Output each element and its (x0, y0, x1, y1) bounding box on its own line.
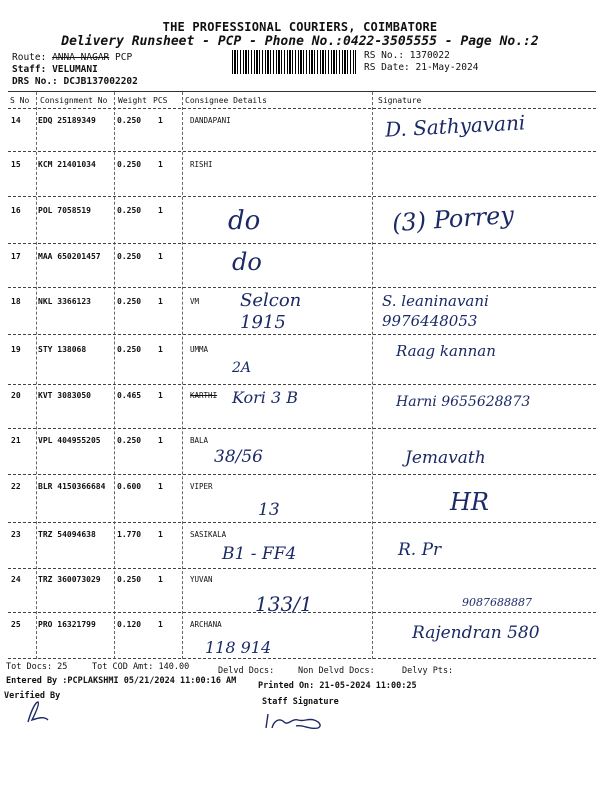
row-weight: 0.250 (117, 575, 142, 584)
row-signature: R. Pr (398, 540, 442, 560)
row-weight: 0.250 (117, 116, 142, 125)
col-pcs: PCS (153, 96, 168, 105)
row-divider (8, 196, 596, 197)
printed-on: Printed On: 21-05-2024 11:00:25 (258, 681, 417, 691)
row-divider (8, 474, 596, 475)
row-consignment-no: TRZ 360073029 (38, 575, 101, 584)
row-pcs: 1 (158, 575, 163, 584)
staff-signature-label: Staff Signature (262, 697, 339, 707)
row-sno: 22 (11, 482, 21, 491)
total-docs: Tot Docs: 25 (6, 662, 68, 672)
delivery-points: Delvy Pts: (402, 666, 454, 676)
row-weight: 0.250 (117, 252, 142, 261)
row-weight: 0.250 (117, 160, 142, 169)
rs-no-line (364, 50, 450, 61)
column-divider (114, 92, 115, 659)
row-note: Selcon 1915 (240, 290, 302, 333)
row-pcs: 1 (158, 482, 163, 491)
row-consignee: BALA (190, 436, 209, 445)
row-weight: 0.250 (117, 297, 142, 306)
verified-by-label: Verified By (4, 691, 61, 701)
row-pcs: 1 (158, 160, 163, 169)
staff-value: VELUMANI (52, 64, 98, 75)
row-sno: 16 (11, 206, 21, 215)
row-consignment-no: NKL 3366123 (38, 297, 91, 306)
row-sno: 24 (11, 575, 21, 584)
barcode (232, 50, 356, 74)
row-note: 118 914 (205, 638, 272, 657)
row-pcs: 1 (158, 620, 163, 629)
row-weight: 0.250 (117, 345, 142, 354)
row-sno: 20 (11, 391, 21, 400)
route-value: PCP (115, 52, 133, 63)
column-divider (372, 92, 373, 659)
row-weight: 0.250 (117, 436, 142, 445)
row-pcs: 1 (158, 391, 163, 400)
row-note: Kori 3 B (231, 388, 299, 407)
row-consignee: VM (190, 297, 200, 306)
row-divider (8, 428, 596, 429)
row-signature: D. Sathyavani (384, 110, 526, 142)
row-note: do (232, 248, 262, 276)
row-divider (8, 612, 596, 613)
row-note: 2A (232, 360, 252, 376)
row-divider (8, 384, 596, 385)
row-consignment-no: POL 7058519 (38, 206, 91, 215)
row-divider (8, 568, 596, 569)
drs-label: DRS No.: (12, 76, 58, 87)
rs-no-label: RS No.: (364, 50, 405, 61)
row-consignment-no: KCM 21401034 (38, 160, 96, 169)
row-consignment-no: MAA 650201457 (38, 252, 101, 261)
row-pcs: 1 (158, 116, 163, 125)
row-weight: 1.770 (117, 530, 142, 539)
row-weight: 0.120 (117, 620, 142, 629)
route-label: Route: (12, 52, 47, 63)
row-consignment-no: PRO 16321799 (38, 620, 96, 629)
row-signature: Rajendran 580 (412, 623, 540, 643)
row-consignee: KARTHI (190, 391, 218, 400)
verified-by-signature (22, 698, 52, 726)
row-note: 13 (258, 500, 280, 520)
column-divider (182, 92, 183, 659)
row-signature: S. leaninavani 9976448053 (382, 292, 489, 330)
row-signature: HR (450, 488, 489, 516)
row-note: 38/56 (214, 447, 263, 467)
col-signature: Signature (378, 96, 422, 105)
staff-line (12, 64, 98, 75)
rs-date-value: 21-May-2024 (415, 62, 479, 73)
row-weight: 0.600 (117, 482, 142, 491)
row-signature: Jemavath (405, 448, 486, 468)
rs-date-label: RS Date: (364, 62, 410, 73)
col-consignee: Consignee Details (185, 96, 267, 105)
row-pcs: 1 (158, 297, 163, 306)
rs-no-value: 1370022 (409, 50, 450, 61)
row-consignment-no: KVT 3083050 (38, 391, 91, 400)
row-divider (8, 287, 596, 288)
row-consignee: DANDAPANI (190, 116, 231, 125)
row-pcs: 1 (158, 206, 163, 215)
total-cod-amount: Tot COD Amt: 140.00 (92, 662, 190, 672)
row-consignee: YUVAN (190, 575, 213, 584)
non-delivered-docs: Non Delvd Docs: (298, 666, 375, 676)
row-pcs: 1 (158, 345, 163, 354)
row-pcs: 1 (158, 252, 163, 261)
row-consignee: RISHI (190, 160, 213, 169)
row-note: 133/1 (255, 592, 313, 616)
table-header-rule (8, 108, 596, 109)
row-consignee: SASIKALA (190, 530, 227, 539)
col-weight: Weight (118, 96, 147, 105)
row-consignment-no: VPL 404955205 (38, 436, 101, 445)
drs-value: DCJB137002202 (63, 76, 138, 87)
row-divider (8, 151, 596, 152)
row-sno: 23 (11, 530, 21, 539)
row-consignee: VIPER (190, 482, 213, 491)
col-consignment: Consignment No (40, 96, 108, 105)
row-signature: 9087688887 (462, 596, 532, 609)
row-consignment-no: TRZ 54094638 (38, 530, 96, 539)
row-sno: 18 (11, 297, 21, 306)
row-sno: 21 (11, 436, 21, 445)
staff-signature (262, 708, 332, 734)
entered-by: Entered By :PCPLAKSHMI 05/21/2024 11:00:16 AM (6, 676, 237, 686)
table-bottom-rule (8, 658, 596, 659)
drs-line (12, 76, 138, 87)
row-signature: Harni 9655628873 (396, 394, 531, 410)
row-consignment-no: BLR 4150366684 (38, 482, 106, 491)
row-sno: 14 (11, 116, 21, 125)
route-struck-value: ANNA NAGAR (52, 52, 110, 63)
row-sno: 19 (11, 345, 21, 354)
row-consignment-no: EDQ 25189349 (38, 116, 96, 125)
row-sno: 25 (11, 620, 21, 629)
table-top-rule (8, 91, 596, 92)
row-divider (8, 334, 596, 335)
row-divider (8, 243, 596, 244)
route-line (12, 52, 132, 63)
column-divider (36, 92, 37, 659)
staff-label: Staff: (12, 64, 47, 75)
row-consignee: UMMA (190, 345, 209, 354)
row-consignee: ARCHANA (190, 620, 222, 629)
row-sno: 17 (11, 252, 21, 261)
row-weight: 0.465 (117, 391, 142, 400)
company-name: THE PROFESSIONAL COURIERS, COIMBATORE (162, 20, 438, 34)
row-note: do (228, 206, 261, 236)
row-signature: Raag kannan (396, 342, 496, 360)
row-pcs: 1 (158, 436, 163, 445)
row-pcs: 1 (158, 530, 163, 539)
row-note: B1 - FF4 (222, 544, 297, 564)
row-weight: 0.250 (117, 206, 142, 215)
row-divider (8, 522, 596, 523)
row-sno: 15 (11, 160, 21, 169)
row-consignment-no: STY 138068 (38, 345, 87, 354)
runsheet-title: Delivery Runsheet - PCP - Phone No.:0422-3505555 - Page No.:2 (61, 34, 539, 49)
row-signature: (3) Porrey (391, 200, 515, 238)
rs-date-line (364, 62, 478, 73)
delivered-docs: Delvd Docs: (218, 666, 275, 676)
col-sno: S No (10, 96, 30, 105)
